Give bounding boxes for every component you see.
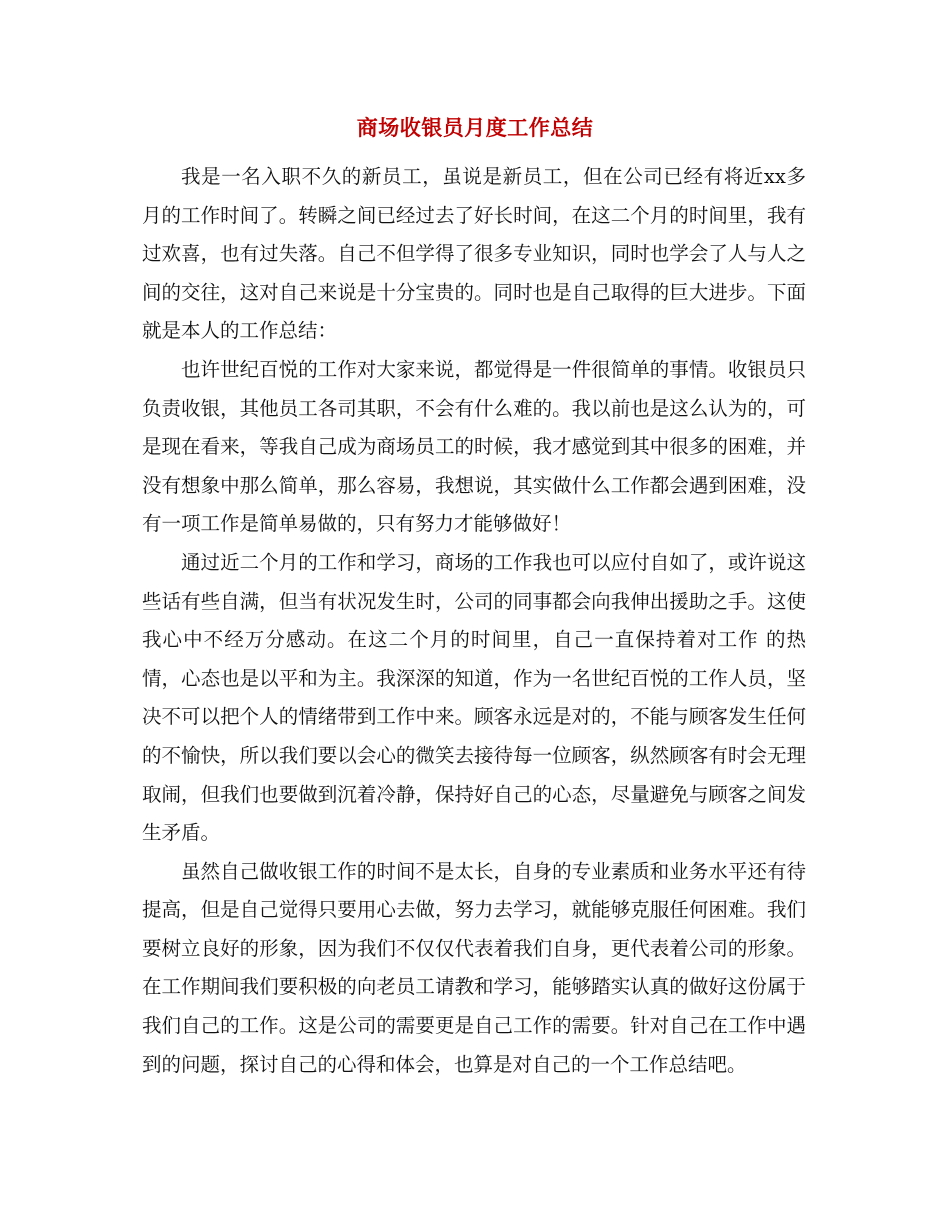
document-title: 商场收银员月度工作总结 [356, 115, 594, 140]
document-body [142, 158, 806, 1084]
paragraph-4: 虽然自己做收银工作的时间不是太长，自身的专业素质和业务水平还有待提高，但是自己觉得只要用心去做，努力去学习，就能够克服任何困难。我们要树立良好的形象，因为我们不仅仅代表着我们自身，更代表着公司的形象。在工作期间我们要积极的向老员工请教和学习，能够踏实认真的做好这份属于我们自己的工作。这是公司的需要更是自己工作的需要。针对自己在工作中遇到的问题，探讨自己的心得和体会，也算是对自己的一个工作总结吧。 [142, 859, 806, 1076]
paragraph-1: 我是一名入职不久的新员工，虽说是新员工，但在公司已经有将近xx多月的工作时间了。转瞬之间已经过去了好长时间，在这二个月的时间里，我有过欢喜，也有过失落。自己不但学得了很多专业知识，同时也学会了人与人之间的交往，这对自己来说是十分宝贵的。同时也是自己取得的巨大进步。下面就是本人的工作总结： [142, 165, 806, 343]
paragraph-2: 也许世纪百悦的工作对大家来说，都觉得是一件很简单的事情。收银员只负责收银，其他员工各司其职，不会有什么难的。我以前也是这么认为的，可是现在看来，等我自己成为商场员工的时候，我才感觉到其中很多的困难，并没有想象中那么简单，那么容易，我想说，其实做什么工作都会遇到困难，没有一项工作是简单易做的，只有努力才能够做好！ [142, 357, 806, 536]
paragraph-3: 通过近二个月的工作和学习，商场的工作我也可以应付自如了，或许说这些话有些自满，但当有状况发生时，公司的同事都会向我伸出援助之手。这使我心中不经万分感动。在这二个月的时间里，自己一直保持着对工作 的热情，心态也是以平和为主。我深深的知道，作为一名世纪百悦的工作人员，坚决不可以把个人的情绪带到工作中来。顾客永远是对的，不能与顾客发生任何的不愉快，所以我们要以会心的微笑去接待每一位顾客，纵然顾客有时会无理取闹，但我们也要做到沉着冷静，保持好自己的心态，尽量避免与顾客之间发生矛盾。 [142, 550, 806, 845]
